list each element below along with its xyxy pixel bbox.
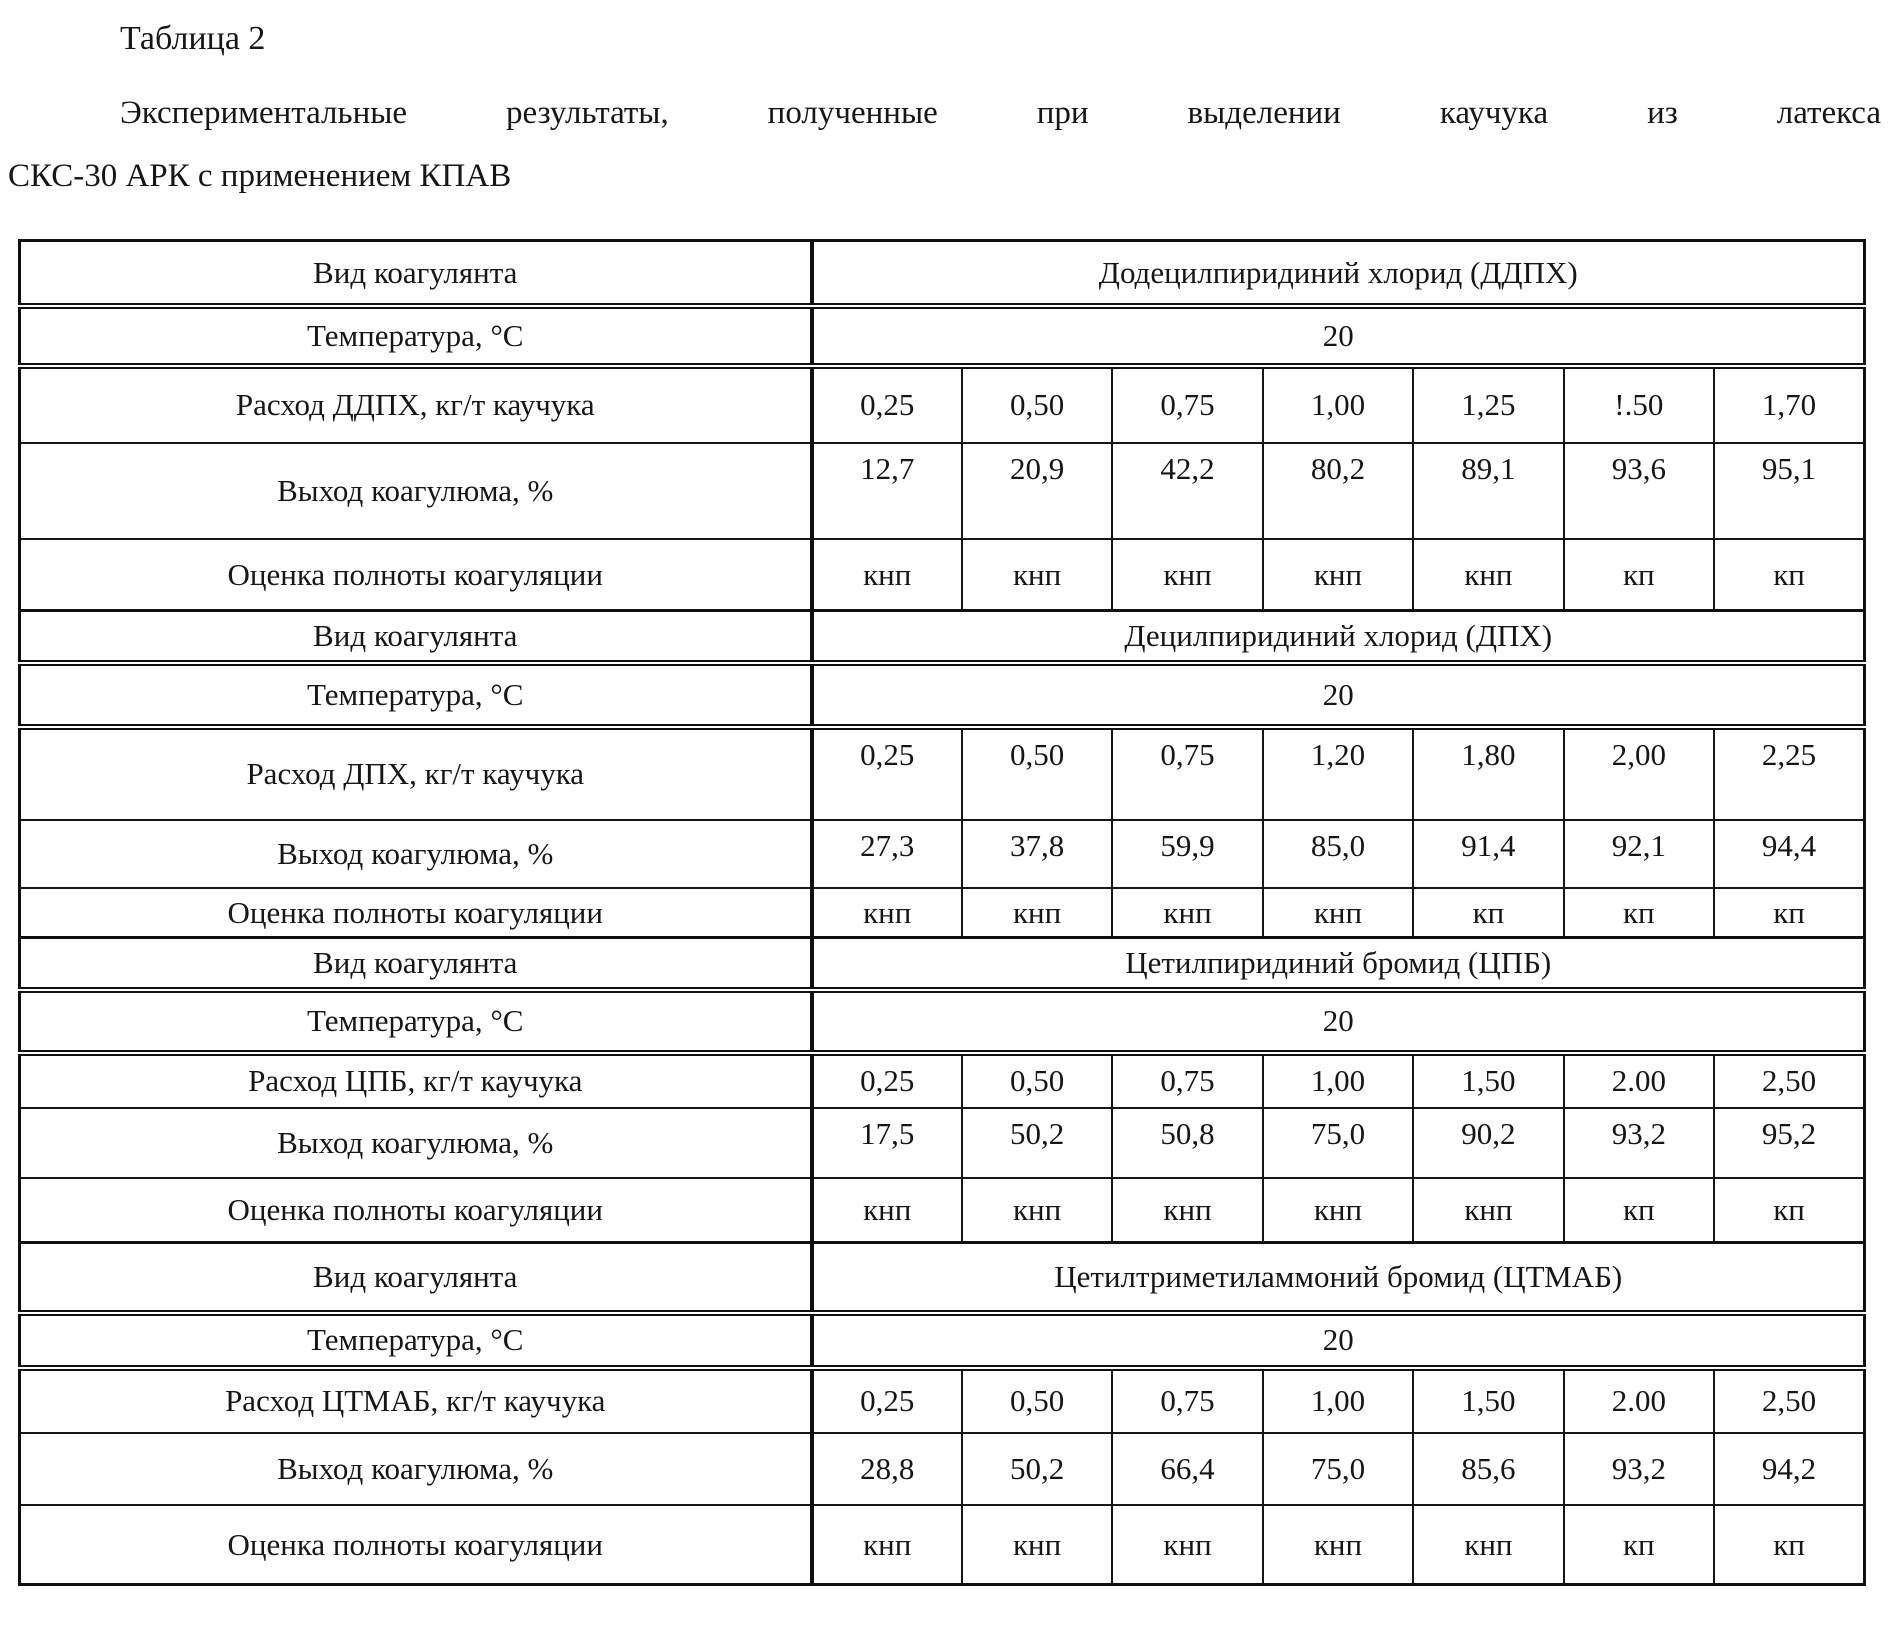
row-label-consumption: Расход ДПХ, кг/т каучука — [20, 727, 812, 820]
temperature-value: 20 — [812, 306, 1865, 366]
row-label-coagulant-type: Вид коагулянта — [20, 611, 812, 663]
assessment-value: кп — [1714, 888, 1864, 938]
row-label-temperature: Температура, °С — [20, 306, 812, 366]
table-row-yield-s1 — [20, 443, 1865, 539]
table-row-assessment-s3 — [20, 1178, 1865, 1243]
results-table — [18, 239, 1866, 1586]
assessment-value: кнп — [1413, 1505, 1563, 1585]
temperature-value: 20 — [812, 990, 1865, 1053]
row-label-coagulant-type: Вид коагулянта — [20, 938, 812, 990]
consumption-value: 2,50 — [1714, 1368, 1864, 1433]
row-label-assessment: Оценка полноты коагуляции — [20, 539, 812, 611]
coagulant-name-value: Додецилпиридиний хлорид (ДДПХ) — [812, 241, 1865, 306]
consumption-value: 0,50 — [962, 1368, 1112, 1433]
row-label-yield: Выход коагулюма, % — [20, 1108, 812, 1178]
assessment-value: кнп — [812, 1178, 962, 1243]
yield-value: 28,8 — [812, 1433, 962, 1505]
table-row-assessment-s4 — [20, 1505, 1865, 1585]
table-row-assessment-s1 — [20, 539, 1865, 611]
consumption-value: 0,50 — [962, 727, 1112, 820]
table-row-consumption-s4 — [20, 1368, 1865, 1433]
yield-value: 27,3 — [812, 820, 962, 888]
consumption-value: 1,50 — [1413, 1368, 1563, 1433]
consumption-value: 0,75 — [1112, 727, 1262, 820]
yield-value: 85,6 — [1413, 1433, 1563, 1505]
table-row-consumption-s1 — [20, 366, 1865, 443]
table-row-assessment-s2 — [20, 888, 1865, 938]
assessment-value: кп — [1714, 1178, 1864, 1243]
table-row-consumption-s2 — [20, 727, 1865, 820]
row-label-assessment: Оценка полноты коагуляции — [20, 888, 812, 938]
assessment-value: кп — [1413, 888, 1563, 938]
yield-value: 66,4 — [1112, 1433, 1262, 1505]
yield-value: 20,9 — [962, 443, 1112, 539]
consumption-value: 0,50 — [962, 1053, 1112, 1108]
coagulant-name-value: Децилпиридиний хлорид (ДПХ) — [812, 611, 1865, 663]
assessment-value: кнп — [1263, 1505, 1413, 1585]
yield-value: 50,8 — [1112, 1108, 1262, 1178]
yield-value: 80,2 — [1263, 443, 1413, 539]
row-label-assessment: Оценка полноты коагуляции — [20, 1178, 812, 1243]
consumption-value: 0,25 — [812, 727, 962, 820]
assessment-value: кнп — [1112, 888, 1262, 938]
row-label-yield: Выход коагулюма, % — [20, 443, 812, 539]
yield-value: 94,4 — [1714, 820, 1864, 888]
assessment-value: кп — [1564, 888, 1714, 938]
table-row-consumption-s3 — [20, 1053, 1865, 1108]
consumption-value: 1,25 — [1413, 366, 1563, 443]
consumption-value: 2,25 — [1714, 727, 1864, 820]
table-row-temperature-s2 — [20, 663, 1865, 727]
consumption-value: 1,00 — [1263, 366, 1413, 443]
row-label-consumption: Расход ЦТМАБ, кг/т каучука — [20, 1368, 812, 1433]
assessment-value: кнп — [962, 1505, 1112, 1585]
yield-value: 92,1 — [1564, 820, 1714, 888]
consumption-value: 2.00 — [1564, 1368, 1714, 1433]
assessment-value: кнп — [1263, 539, 1413, 611]
row-label-yield: Выход коагулюма, % — [20, 1433, 812, 1505]
yield-value: 85,0 — [1263, 820, 1413, 888]
yield-value: 12,7 — [812, 443, 962, 539]
coagulant-name-value: Цетилпиридиний бромид (ЦПБ) — [812, 938, 1865, 990]
yield-value: 50,2 — [962, 1108, 1112, 1178]
intro-line-2: СКС-30 АРК с применением КПАВ — [8, 157, 512, 194]
table-row-coagulant-type-s2 — [20, 611, 1865, 663]
intro-line-1: Экспериментальные результаты, полученные при выделении каучука из латекса — [120, 94, 1881, 131]
assessment-value: кнп — [1112, 1178, 1262, 1243]
yield-value: 17,5 — [812, 1108, 962, 1178]
assessment-value: кнп — [1263, 1178, 1413, 1243]
assessment-value: кп — [1564, 1505, 1714, 1585]
assessment-value: кнп — [1112, 539, 1262, 611]
yield-value: 42,2 — [1112, 443, 1262, 539]
consumption-value: 0,25 — [812, 1053, 962, 1108]
assessment-value: кнп — [962, 539, 1112, 611]
table-row-temperature-s3 — [20, 990, 1865, 1053]
assessment-value: кнп — [1263, 888, 1413, 938]
table-row-yield-s4 — [20, 1433, 1865, 1505]
yield-value: 95,2 — [1714, 1108, 1864, 1178]
consumption-value: 0,25 — [812, 1368, 962, 1433]
yield-value: 89,1 — [1413, 443, 1563, 539]
assessment-value: кнп — [812, 888, 962, 938]
yield-value: 95,1 — [1714, 443, 1864, 539]
yield-value: 37,8 — [962, 820, 1112, 888]
row-label-assessment: Оценка полноты коагуляции — [20, 1505, 812, 1585]
table-row-yield-s3 — [20, 1108, 1865, 1178]
yield-value: 94,2 — [1714, 1433, 1864, 1505]
consumption-value: 2.00 — [1564, 1053, 1714, 1108]
yield-value: 75,0 — [1263, 1433, 1413, 1505]
temperature-value: 20 — [812, 1313, 1865, 1368]
yield-value: 50,2 — [962, 1433, 1112, 1505]
assessment-value: кнп — [1413, 539, 1563, 611]
consumption-value: 0,75 — [1112, 1368, 1262, 1433]
consumption-value: 2,50 — [1714, 1053, 1864, 1108]
row-label-consumption: Расход ЦПБ, кг/т каучука — [20, 1053, 812, 1108]
table-row-coagulant-type-s1 — [20, 241, 1865, 306]
row-label-coagulant-type: Вид коагулянта — [20, 241, 812, 306]
table-caption: Таблица 2 — [120, 20, 266, 57]
assessment-value: кнп — [1112, 1505, 1262, 1585]
consumption-value: 0,25 — [812, 366, 962, 443]
consumption-value: 1,00 — [1263, 1053, 1413, 1108]
consumption-value: 0,50 — [962, 366, 1112, 443]
yield-value: 90,2 — [1413, 1108, 1563, 1178]
yield-value: 93,2 — [1564, 1108, 1714, 1178]
consumption-value: !.50 — [1564, 366, 1714, 443]
assessment-value: кнп — [812, 1505, 962, 1585]
yield-value: 93,6 — [1564, 443, 1714, 539]
table-row-yield-s2 — [20, 820, 1865, 888]
consumption-value: 0,75 — [1112, 366, 1262, 443]
assessment-value: кнп — [1413, 1178, 1563, 1243]
row-label-yield: Выход коагулюма, % — [20, 820, 812, 888]
assessment-value: кнп — [962, 1178, 1112, 1243]
yield-value: 59,9 — [1112, 820, 1262, 888]
assessment-value: кп — [1564, 1178, 1714, 1243]
coagulant-name-value: Цетилтриметиламмоний бромид (ЦТМАБ) — [812, 1243, 1865, 1313]
consumption-value: 2,00 — [1564, 727, 1714, 820]
consumption-value: 0,75 — [1112, 1053, 1262, 1108]
consumption-value: 1,50 — [1413, 1053, 1563, 1108]
yield-value: 75,0 — [1263, 1108, 1413, 1178]
row-label-temperature: Температура, °С — [20, 1313, 812, 1368]
assessment-value: кнп — [962, 888, 1112, 938]
table-row-temperature-s4 — [20, 1313, 1865, 1368]
table-row-coagulant-type-s4 — [20, 1243, 1865, 1313]
temperature-value: 20 — [812, 663, 1865, 727]
assessment-value: кнп — [812, 539, 962, 611]
row-label-consumption: Расход ДДПХ, кг/т каучука — [20, 366, 812, 443]
consumption-value: 1,70 — [1714, 366, 1864, 443]
yield-value: 91,4 — [1413, 820, 1563, 888]
row-label-temperature: Температура, °С — [20, 663, 812, 727]
consumption-value: 1,80 — [1413, 727, 1563, 820]
table-row-temperature-s1 — [20, 306, 1865, 366]
row-label-temperature: Температура, °С — [20, 990, 812, 1053]
assessment-value: кп — [1564, 539, 1714, 611]
consumption-value: 1,20 — [1263, 727, 1413, 820]
yield-value: 93,2 — [1564, 1433, 1714, 1505]
assessment-value: кп — [1714, 1505, 1864, 1585]
table-row-coagulant-type-s3 — [20, 938, 1865, 990]
assessment-value: кп — [1714, 539, 1864, 611]
consumption-value: 1,00 — [1263, 1368, 1413, 1433]
row-label-coagulant-type: Вид коагулянта — [20, 1243, 812, 1313]
